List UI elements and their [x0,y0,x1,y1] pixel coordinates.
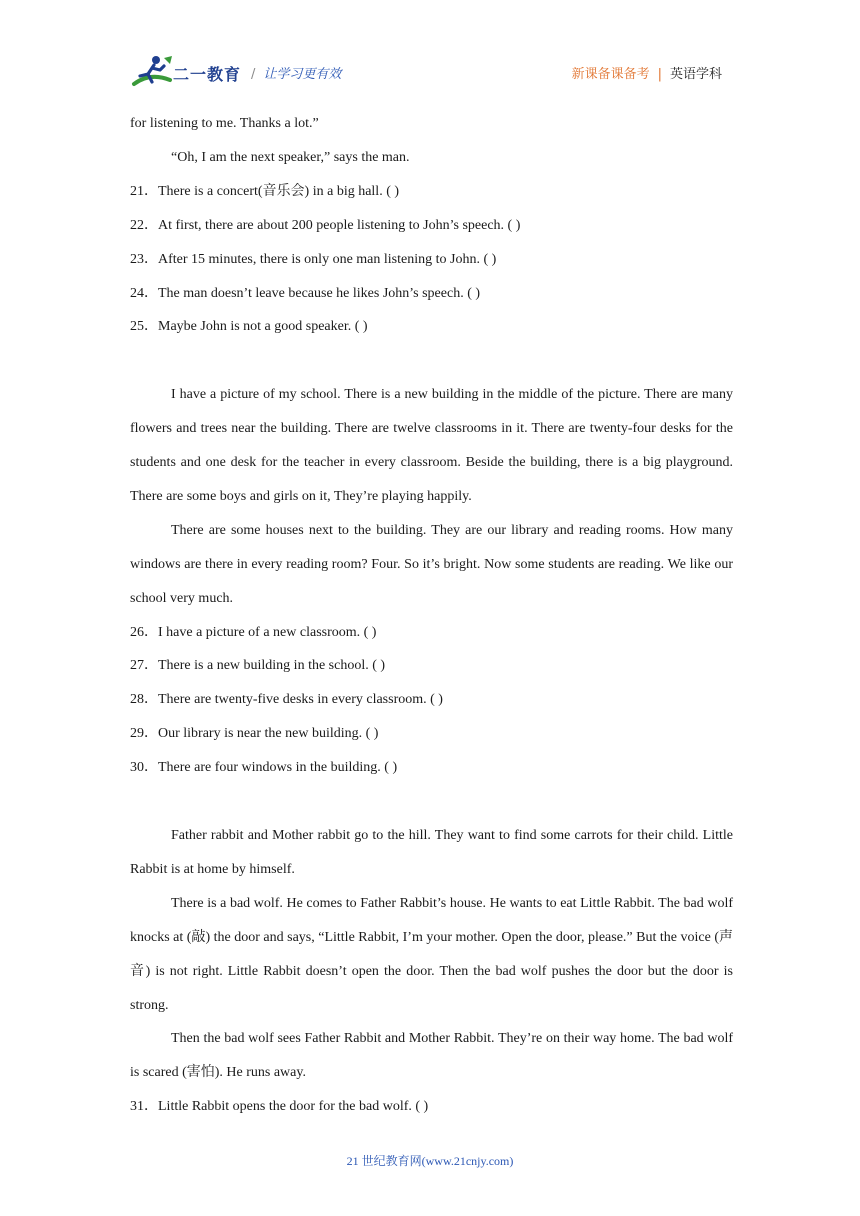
question-item: 24．The man doesn’t leave because he likes John’s speech. ( ) [130,285,481,301]
question-item: 25．Maybe John is not a good speaker. ( ) [130,319,368,335]
slogan-divider: / [251,67,256,82]
header-subject [572,63,722,82]
paragraph: Then the bad wolf sees Father Rabbit and Mother Rabbit. They’re on their way home. The bad wolf is scared (害怕). He runs away. [130,1031,733,1081]
question-item: 22．At first, there are about 200 people listening to John’s speech. ( ) [130,217,521,233]
document-body [130,107,733,1124]
question-item: 31．Little Rabbit opens the door for the bad wolf. ( ) [130,1099,429,1115]
paragraph: “Oh, I am the next speaker,” says the man. [171,149,410,165]
question-item: 27．There is a new building in the school. ( ) [130,658,386,674]
header-tagline: 新课备课备考 [571,67,650,82]
page-header [130,54,730,90]
slogan-text: 让学习更有效 [263,67,342,82]
paragraph: I have a picture of my school. There is a new building in the middle of the picture. There are many flowers and trees near the building. There are twelve classrooms in it. There are twenty-four desks for the students and one desk for the teacher in every classroom. Beside the building, there is a big playground. There are some boys and girls on it, They’re playing happily. [130,387,733,504]
question-item: 26．I have a picture of a new classroom. ( ) [130,624,377,640]
footer-source: 21 世纪教育网(www.21cnjy.com) [346,1154,514,1168]
question-item: 23．After 15 minutes, there is only one man listening to John. ( ) [130,251,497,267]
subject-label: 英语学科 [669,67,722,82]
section-gap [130,344,733,378]
logo-text: 二一教育 [173,65,242,84]
paragraph: There are some houses next to the building. They are our library and reading rooms. How many windows are there in every reading room? Four. So it’s bright. Now some students are reading. We like our school very much. [130,522,733,606]
paragraph: Father rabbit and Mother rabbit go to the hill. They want to find some carrots for their child. Little Rabbit is at home by himself. [130,828,733,877]
header-separator: | [657,67,662,82]
passage-continuation: for listening to me. Thanks a lot.” [130,116,319,131]
runner-logo-icon [130,54,174,90]
question-item: 28．There are twenty-five desks in every classroom. ( ) [130,692,443,708]
question-item: 30．There are four windows in the building. ( ) [130,760,398,776]
logo [130,54,240,90]
question-item: 21．There is a concert(音乐会) in a big hall. ( ) [130,183,400,199]
section-gap [130,785,733,819]
question-item: 29．Our library is near the new building. ( ) [130,726,379,742]
slogan [251,63,341,82]
paragraph: There is a bad wolf. He comes to Father Rabbit’s house. He wants to eat Little Rabbit. The bad wolf knocks at (敲) the door and says, “Little Rabbit, I’m your mother. Open the door, please.” But the voice (声音) is not right. Little Rabbit doesn’t open the door. Then the bad wolf pushes the door but the door is strong. [130,895,733,1013]
